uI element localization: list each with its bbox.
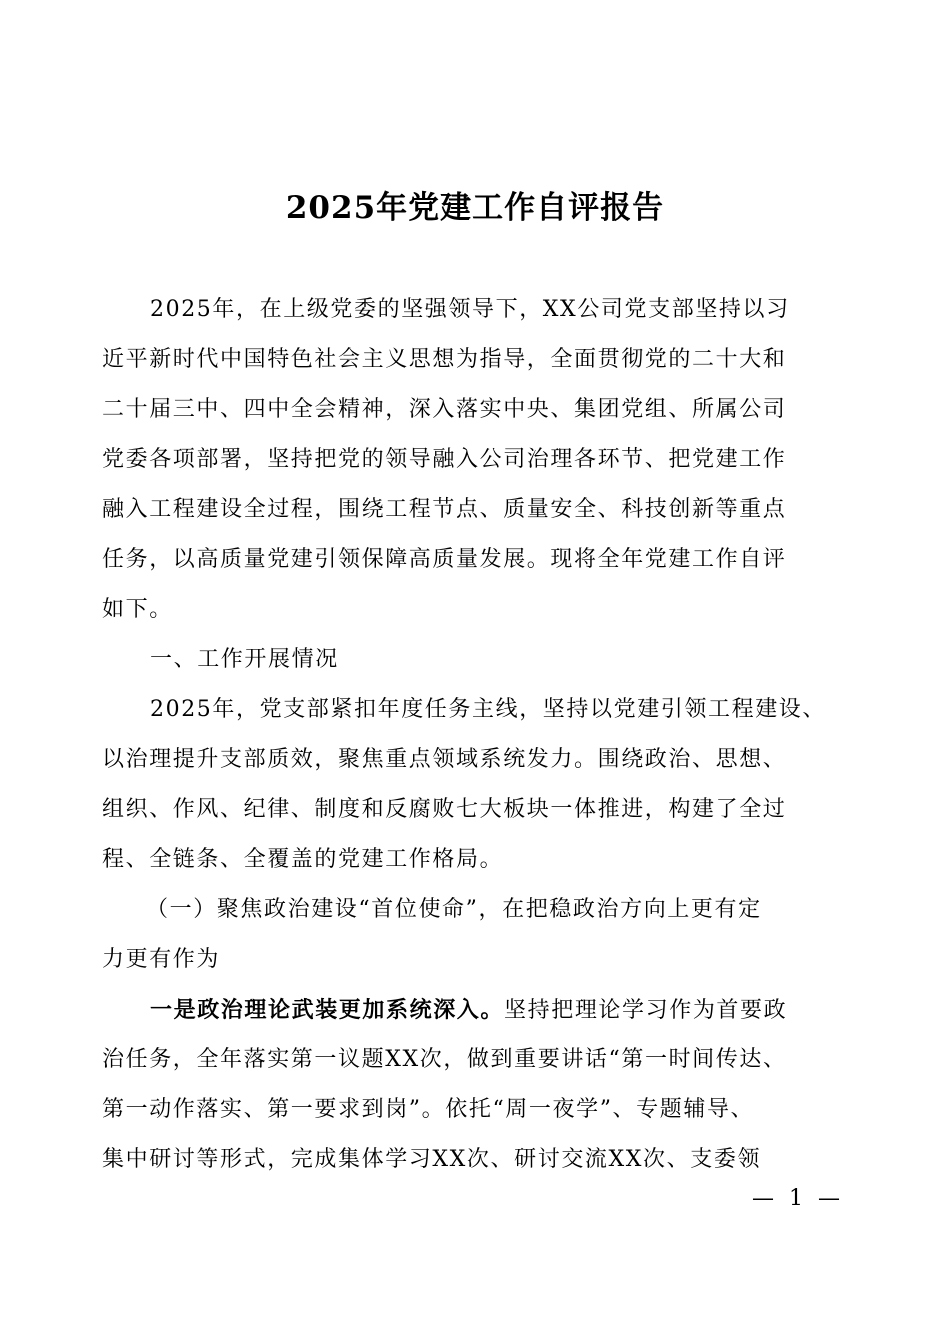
subsection-heading-1-line-2: 力更有作为	[102, 947, 221, 972]
item1-line-1	[150, 992, 787, 1028]
intro-line-3: 二十届三中、四中全会精神，深入落实中央、集团党组、所属公司	[102, 397, 787, 422]
item1-bold-lead: 一是政治理论武装更加系统深入。	[150, 997, 505, 1023]
page-number: — 1 —	[752, 1186, 844, 1211]
intro-line-4: 党委各项部署，坚持把党的领导融入公司治理各环节、把党建工作	[102, 447, 787, 472]
item1-line-4: 集中研讨等形式，完成集体学习XX次、研讨交流XX次、支委领	[102, 1147, 762, 1172]
section-heading-1: 一、工作开展情况	[150, 647, 339, 672]
section1-line-3: 组织、作风、纪律、制度和反腐败七大板块一体推进，构建了全过	[102, 797, 787, 822]
section1-line-4: 程、全链条、全覆盖的党建工作格局。	[102, 847, 504, 872]
intro-line-7: 如下。	[102, 597, 173, 622]
item1-line-3: 第一动作落实、第一要求到岗”。依托“周一夜学”、专题辅导、	[102, 1097, 755, 1122]
document-title: 2025年党建工作自评报告	[285, 190, 665, 226]
intro-line-6: 任务，以高质量党建引领保障高质量发展。现将全年党建工作自评	[102, 547, 787, 572]
intro-line-1: 2025年，在上级党委的坚强领导下，XX公司党支部坚持以习	[150, 297, 790, 322]
intro-line-2: 近平新时代中国特色社会主义思想为指导，全面贯彻党的二十大和	[102, 347, 787, 372]
section1-line-2: 以治理提升支部质效，聚焦重点领域系统发力。围绕政治、思想、	[102, 747, 787, 772]
subsection-heading-1-line-1: （一）聚焦政治建设“首位使命”，在把稳政治方向上更有定	[146, 897, 762, 922]
intro-line-5: 融入工程建设全过程，围绕工程节点、质量安全、科技创新等重点	[102, 497, 787, 522]
item1-line-2: 治任务，全年落实第一议题XX次，做到重要讲话“第一时间传达、	[102, 1047, 787, 1072]
section1-line-1: 2025年，党支部紧扣年度任务主线，坚持以党建引领工程建设、	[150, 697, 826, 722]
item1-first-line-rest: 坚持把理论学习作为首要政	[504, 998, 788, 1023]
